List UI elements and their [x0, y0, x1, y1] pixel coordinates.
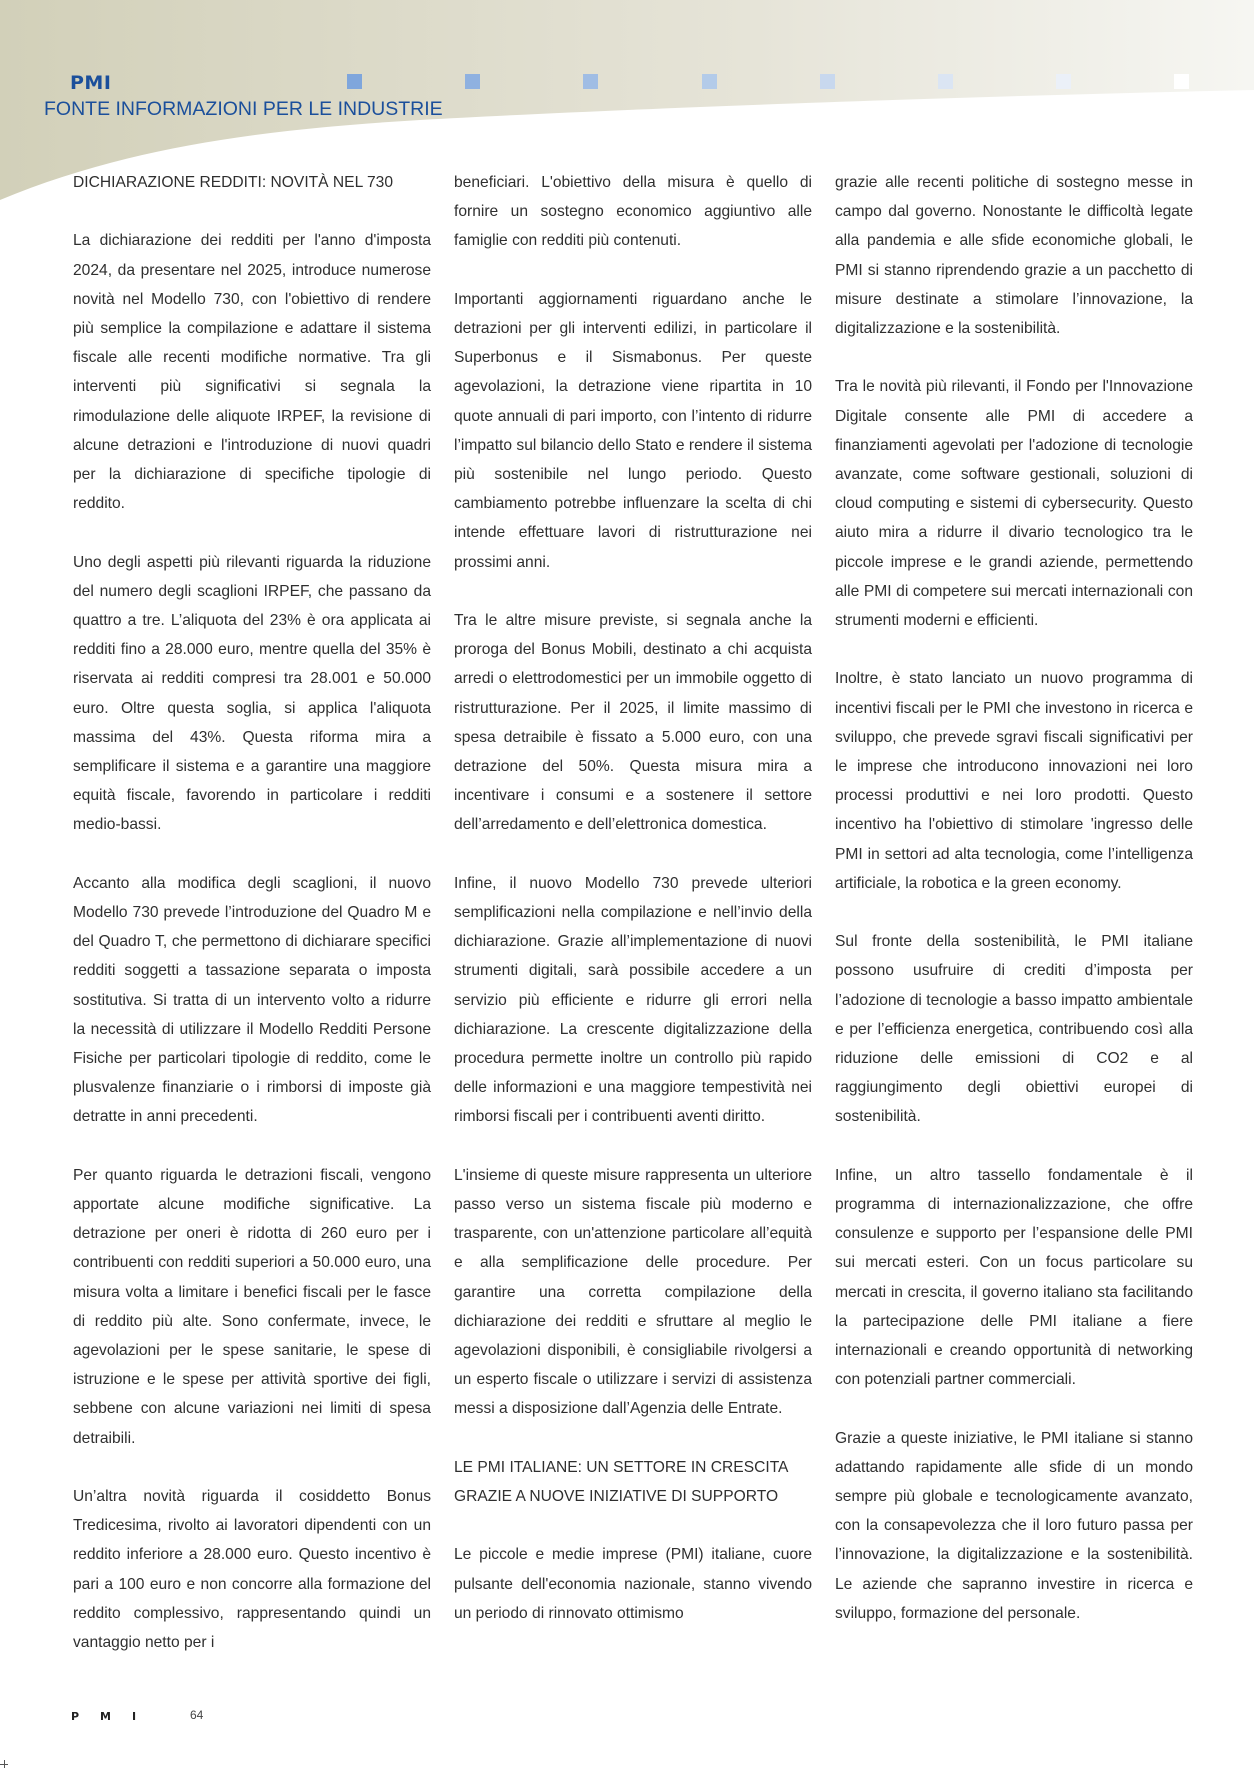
paragraph: Tra le altre misure previste, si segnala anche la proroga del Bonus Mobili, destinato a chi acquista arredi o elettrodomestici per un immobile oggetto di ristrutturazione. Per il 2025, il limite massimo di spesa detraibile è fissato a 5.000 euro, con una detrazione del 50%. Questa misura mira a incentivare i consumi e a sostenere il settore dell’arredamento e dell’elettronica domestica. [454, 612, 812, 834]
text-column-2 [454, 168, 812, 1628]
text-column-1 [73, 168, 431, 1657]
crop-mark [4, 1760, 5, 1768]
paragraph: grazie alle recenti politiche di sostegno messe in campo dal governo. Nonostante le difficoltà legate alla pandemia e alle sfide economiche globali, le PMI si stanno riprendendo grazie a un pacchetto di misure destinate a stimolare l’innovazione, la digitalizzazione e la sostenibilità. [835, 174, 1193, 338]
paragraph: Un’altra novità riguarda il cosiddetto Bonus Tredicesima, rivolto ai lavoratori dipendenti con un reddito inferiore a 28.000 euro. Questo incentivo è pari a 100 euro e non concorre alla formazione del reddito complessivo, rappresentando quindi un vantaggio netto per i [73, 1488, 431, 1652]
square-icon [347, 74, 362, 89]
paragraph: Importanti aggiornamenti riguardano anche le detrazioni per gli interventi edilizi, in particolare il Superbonus e il Sismabonus. Per queste agevolazioni, la detrazione viene ripartita in 10 quote annuali di pari importo, con l’intento di ridurre l’impatto sul bilancio dello Stato e rendere il sistema più sostenibile nel lungo periodo. Questo cambiamento potrebbe influenzare la scelta di chi intende effettuare lavori di ristrutturazione nei prossimi anni. [454, 290, 812, 571]
square-icon [938, 74, 953, 89]
header-tagline: FONTE INFORMAZIONI PER LE INDUSTRIE [44, 98, 443, 120]
paragraph: Sul fronte della sostenibilità, le PMI italiane possono usufruire di crediti d’imposta per l’adozione di tecnologie a basso impatto ambientale e per l’efficienza energetica, contribuendo così alla riduzione delle emissioni di CO2 e al raggiungimento degli obiettivi europei di sostenibilità. [835, 933, 1193, 1126]
footer-logo: PMI [71, 1710, 158, 1723]
decorative-squares [0, 0, 1254, 100]
paragraph: La dichiarazione dei redditi per l'anno d'imposta 2024, da presentare nel 2025, introduce numerose novità nel Modello 730, con l'obiettivo di rendere più semplice la compilazione e adattare il sistema fiscale alle recenti modifiche normative. Tra gli interventi più significativi si segnala la rimodulazione delle aliquote IRPEF, la revisione di alcune detrazioni e l'introduzione di nuovi quadri per la dichiarazione di specifiche tipologie di reddito. [73, 232, 431, 513]
paragraph: Uno degli aspetti più rilevanti riguarda la riduzione del numero degli scaglioni IRPEF, che passano da quattro a tre. L’aliquota del 23% è ora applicata ai redditi fino a 28.000 euro, mentre quella del 35% è riservata ai redditi compresi tra 28.001 e 50.000 euro. Oltre questa soglia, si applica l'aliquota massima del 43%. Questa riforma mira a semplificare il sistema e a garantire una maggiore equità fiscale, favorendo in particolare i redditi medio-bassi. [73, 553, 431, 834]
paragraph: L'insieme di queste misure rappresenta un ulteriore passo verso un sistema fiscale più moderno e trasparente, con un'attenzione particolare all’equità e alla semplificazione delle procedure. Per garantire una corretta compilazione della dichiarazione dei redditi e sfruttare al meglio le agevolazioni disponibili, è consigliabile rivolgersi a un esperto fiscale o utilizzare i servizi di assistenza messi a disposizione dall’Agenzia delle Entrate. [454, 1166, 812, 1418]
paragraph: Grazie a queste iniziative, le PMI italiane si stanno adattando rapidamente alle sfide di un mondo sempre più globale e tecnologicamente avanzato, con la consapevolezza che il loro futuro passa per l’innovazione, la digitalizzazione e la sostenibilità. Le aziende che sapranno investire in ricerca e sviluppo, formazione del personale. [835, 1429, 1193, 1622]
paragraph: beneficiari. L'obiettivo della misura è quello di fornire un sostegno economico aggiuntivo alle famiglie con redditi più contenuti. [454, 174, 812, 250]
text-column-3 [835, 168, 1193, 1628]
square-icon [702, 74, 717, 89]
paragraph: Infine, il nuovo Modello 730 prevede ulteriori semplificazioni nella compilazione e nell’invio della dichiarazione. Grazie all’implementazione di nuovi strumenti digitali, sarà possibile accedere a un servizio più efficiente e ridurre gli errori nella dichiarazione. La crescente digitalizzazione della procedura permette inoltre un controllo più rapido delle informazioni e una maggiore tempestività nei rimborsi fiscali per i contribuenti aventi diritto. [454, 874, 812, 1126]
pmi-logo: PMI [70, 72, 112, 94]
section-heading: DICHIARAZIONE REDDITI: NOVITÀ NEL 730 [73, 174, 394, 191]
section-heading: LE PMI ITALIANE: UN SETTORE IN CRESCITA GRAZIE A NUOVE INIZIATIVE DI SUPPORTO [454, 1458, 788, 1506]
paragraph: Infine, un altro tassello fondamentale è il programma di internazionalizzazione, che offre consulenze e supporto per l’espansione delle PMI sui mercati esteri. Con un focus particolare su mercati in crescita, il governo italiano sta facilitando la partecipazione delle PMI italiane a fiere internazionali e creando opportunità di networking con potenziali partner commerciali. [835, 1166, 1193, 1389]
square-icon [820, 74, 835, 89]
paragraph: Accanto alla modifica degli scaglioni, il nuovo Modello 730 prevede l’introduzione del Quadro M e del Quadro T, che permettono di dichiarare specifici redditi soggetti a tassazione separata o imposta sostitutiva. Si tratta di un intervento volto a ridurre la necessità di utilizzare il Modello Redditi Persone Fisiche per particolari tipologie di reddito, come le plusvalenze finanziarie o i rimborsi di imposte già detratte in anni precedenti. [73, 874, 431, 1126]
paragraph: Inoltre, è stato lanciato un nuovo programma di incentivi fiscali per le PMI che investono in ricerca e sviluppo, che prevede sgravi fiscali significativi per le imprese che introducono innovazioni nei loro processi produttivi e nei loro prodotti. Questo incentivo ha l'obiettivo di stimolare 'ingresso delle PMI in settori ad alta tecnologia, come l’intelligenza artificiale, la robotica e la green economy. [835, 670, 1193, 892]
page-number: 64 [190, 1708, 204, 1722]
paragraph: Per quanto riguarda le detrazioni fiscali, vengono apportate alcune modifiche significative. La detrazione per oneri è ridotta di 260 euro per i contribuenti con redditi superiori a 50.000 euro, una misura volta a limitare i benefici fiscali per le fasce di reddito più alte. Sono confermate, invece, le agevolazioni per le spese sanitarie, le spese di istruzione e le spese per attività sportive dei figli, sebbene con alcune variazioni nei limiti di spesa detraibili. [73, 1166, 431, 1447]
square-icon [1056, 74, 1071, 89]
square-icon [1174, 74, 1189, 89]
square-icon [465, 74, 480, 89]
paragraph: Le piccole e medie imprese (PMI) italiane, cuore pulsante dell'economia nazionale, stanno vivendo un periodo di rinnovato ottimismo [454, 1546, 812, 1622]
square-icon [583, 74, 598, 89]
paragraph: Tra le novità più rilevanti, il Fondo per l'Innovazione Digitale consente alle PMI di accedere a finanziamenti agevolati per l'adozione di tecnologie avanzate, come software gestionali, soluzioni di cloud computing e sistemi di cybersecurity. Questo aiuto mira a ridurre il divario tecnologico tra le piccole imprese e le grandi aziende, permettendo alle PMI di competere sui mercati internazionali con strumenti moderni e efficienti. [835, 378, 1193, 630]
